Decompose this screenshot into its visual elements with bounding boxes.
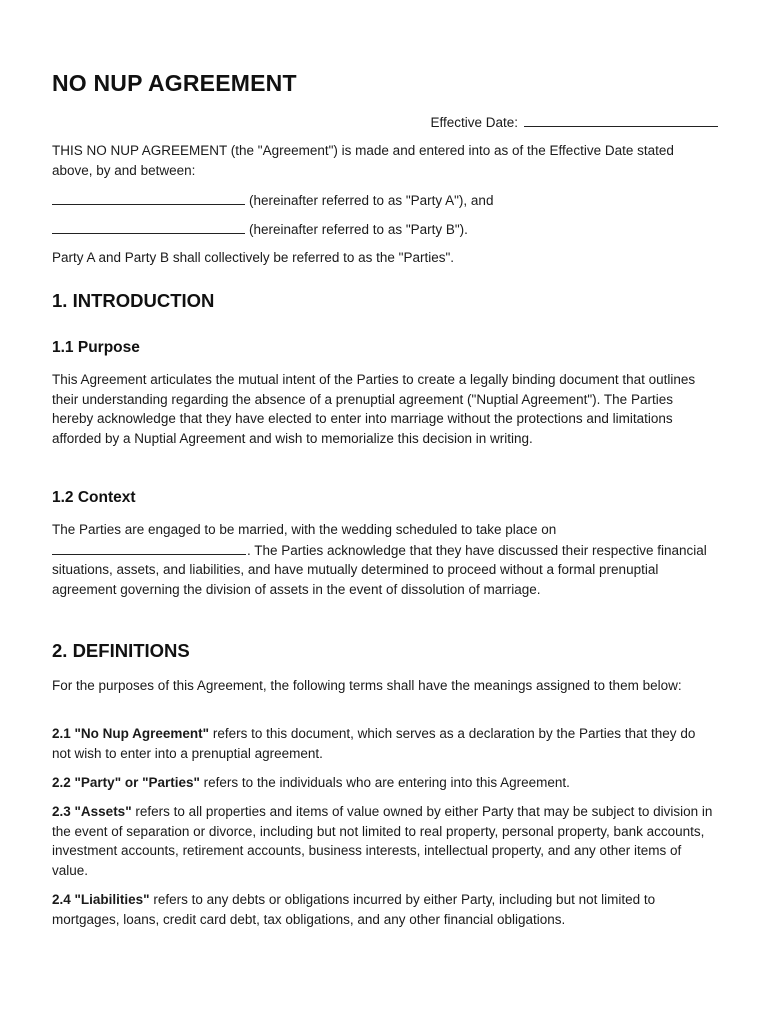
- party-a-blank[interactable]: [52, 190, 245, 205]
- intro-paragraph: THIS NO NUP AGREEMENT (the "Agreement") is made and entered into as of the Effective Date stated above, by and between:: [52, 143, 674, 178]
- definition-term: 2.3 "Assets": [52, 804, 132, 819]
- context-text-2: . The Parties acknowledge that they have discussed their respective financial situations, assets, and liabilities, and have mutually determined to proceed without a formal prenuptial agreement governing the division of assets in the event of dissolution of marriage.: [52, 542, 707, 597]
- context-text-1: The Parties are engaged to be married, with the wedding scheduled to take place on: [52, 522, 557, 537]
- document-title: NO NUP AGREEMENT: [52, 70, 297, 96]
- section-2-heading: 2. DEFINITIONS: [52, 640, 190, 661]
- definition-item: [52, 724, 712, 763]
- party-a-line: [52, 190, 718, 211]
- definition-text: refers to all properties and items of value owned by either Party that may be subject to division in the event of separation or divorce, including but not limited to real property, personal property, bank accounts, investment accounts, retirement accounts, business interests, intellectual property, and any other items of value.: [52, 804, 713, 878]
- party-b-blank[interactable]: [52, 219, 245, 234]
- definition-item: [52, 773, 712, 793]
- purpose-paragraph: This Agreement articulates the mutual intent of the Parties to create a legally binding document that outlines their understanding regarding the absence of a prenuptial agreement ("Nuptial Agreement"). The Parties hereby acknowledge that they have elected to enter into marriage without the protections and limitations afforded by a Nuptial Agreement and wish to memorialize this decision in writing.: [52, 372, 696, 446]
- purpose-heading: 1.1 Purpose: [52, 339, 140, 356]
- definition-item: [52, 802, 714, 880]
- definition-term: 2.4 "Liabilities": [52, 892, 150, 907]
- effective-date-label: Effective Date:: [430, 115, 518, 130]
- definition-item: [52, 890, 712, 929]
- definition-text: refers to any debts or obligations incurred by either Party, including but not limited to mortgages, loans, credit card debt, tax obligations, and any other financial obligations.: [52, 892, 656, 927]
- wedding-date-blank[interactable]: [52, 540, 246, 555]
- definition-term: 2.2 "Party" or "Parties": [52, 775, 200, 790]
- definitions-intro: For the purposes of this Agreement, the following terms shall have the meanings assigned to them below:: [52, 678, 682, 693]
- party-b-text: (hereinafter referred to as "Party B").: [249, 222, 468, 237]
- context-paragraph: [52, 520, 712, 599]
- party-a-text: (hereinafter referred to as "Party A"), and: [249, 193, 494, 208]
- context-heading: 1.2 Context: [52, 489, 136, 506]
- effective-date-blank[interactable]: [524, 112, 718, 127]
- definition-text: refers to the individuals who are entering into this Agreement.: [199, 775, 570, 790]
- definition-text: refers to this document, which serves as a declaration by the Parties that they do not wish to enter into a prenuptial agreement.: [52, 726, 696, 761]
- party-b-line: [52, 219, 718, 240]
- section-1-heading: 1. INTRODUCTION: [52, 290, 215, 311]
- definition-term: 2.1 "No Nup Agreement": [52, 726, 210, 741]
- effective-date-row: [430, 112, 718, 130]
- parties-note: Party A and Party B shall collectively be referred to as the "Parties".: [52, 250, 455, 265]
